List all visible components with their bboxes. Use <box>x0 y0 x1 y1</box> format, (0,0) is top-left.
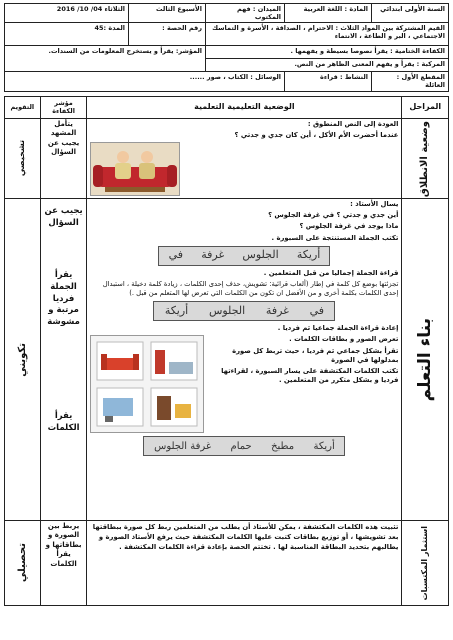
date-cell: الثلاثاء 04/ 10/ 2016 <box>5 4 129 23</box>
grandparents-sofa-image <box>90 142 180 196</box>
stage-build-label: بناء التعلم <box>414 317 435 402</box>
pictures-line-3: تكتب الكلمات المكتشفة على يسار السبورة ، لقراءتها فرديا و بشكل متكرر من المتعلمين . <box>221 366 399 385</box>
final-competency-cell: الكفاءة الختامية : يقرأ نصوصا بسيطة و يفهمها . <box>206 46 449 59</box>
lesson-plan-page <box>4 3 449 636</box>
launch-line-2: عندما أحضرت الأم الأكل ، أين كان جدي و جدتي ؟ <box>234 131 399 140</box>
sentence-strip-1 <box>158 246 330 266</box>
build-indicator-a: يجيب عن السؤال <box>44 206 83 228</box>
duration-cell: المدة :45 <box>5 23 129 46</box>
strip1-word: في <box>168 248 183 262</box>
stage-investment-row <box>5 521 449 606</box>
read-sentence-2: إعادة قراءة الجملة جماعيا ثم فرديا . <box>277 324 399 333</box>
investment-evaluation: تحصيلي <box>16 543 28 583</box>
means-cell: الوسائل : الكتاب ، صور ...... <box>5 72 285 91</box>
question-2: ماذا يوجد في غرفة الجلوس ؟ <box>299 222 399 231</box>
pictures-line-1: تعرض الصور و بطاقات الكلمات . <box>289 335 399 344</box>
stage-investment-label: استثمار المكتسبات <box>419 525 429 601</box>
evaluation-header: التقويم <box>5 96 41 119</box>
subject-cell: المادة : اللغة العربية <box>285 4 372 23</box>
strip1-word: غرفة <box>201 248 225 262</box>
session-cell: رقم الحصة : <box>129 23 206 46</box>
level-cell: السنة الأولى ابتدائي <box>372 4 449 23</box>
rooms-pictures-image <box>90 335 204 433</box>
launch-indicator: يتأمل المشهد يجيب عن السؤال <box>40 119 87 199</box>
build-evaluation: تكويني <box>16 342 28 377</box>
words-strip-3 <box>143 436 345 456</box>
stage-launch-row <box>5 119 449 199</box>
values-cell: القيم المشتركة بين المواد الثلاث : الاحترام ، الصداقة ، الأسرة و التماسك الاجتماعي ، البر و الطاعة ، الانتماء <box>206 23 449 46</box>
indicator-cell: المؤشر: يقرأ و يستخرج المعلومات من السندات. <box>5 46 206 72</box>
stages-header: المراحل <box>402 96 449 119</box>
strip2-word: الجلوس <box>208 303 246 317</box>
strip3-word: حمام <box>230 440 252 452</box>
week-cell: الأسبوع الثالث <box>129 4 206 23</box>
situation-header: الوضعية التعليمية التعلمية <box>87 96 402 119</box>
build-indicator-c: يقرأ الكلمات <box>47 411 80 434</box>
build-indicator-b: يقرأ الجملة فرديا مرتبة و مشوشة <box>47 269 80 328</box>
strip2-word: أريكة <box>164 303 189 317</box>
header-table <box>4 3 449 92</box>
indicator-header: مؤشر الكفاءة <box>40 96 87 119</box>
section-cell: المقطع الأول : العائلة <box>372 72 449 91</box>
strip1-word: الجلوس <box>242 248 279 262</box>
component-cell: المركبة : يقرأ و يفهم المعنى الظاهر من النص. <box>206 59 449 72</box>
investment-indicator: يربط بين الصورة و بطاقاتها و يقرأ الكلمات <box>40 521 87 606</box>
strip2-word: غرفة <box>265 303 289 317</box>
strip3-word: غرفة الجلوس <box>154 440 212 452</box>
question-intro: يسال الأستاذ : <box>350 200 399 209</box>
launch-line-1: العودة إلى النص المنطوق : <box>307 120 399 129</box>
field-cell: الميدان : فهم المكتوب <box>206 4 285 23</box>
strip3-word: مطبخ <box>271 440 295 452</box>
question-3: تكتب الجملة المستنتجة على السبورة . <box>271 233 399 242</box>
reading-games: تجزئتها بوضع كل كلمة في إطار (ألعاب قرائية: تشويش، حذف إحدى الكلمات ، زيادة كلمة دخيلة ، استبدال إحدى الكلمات بكلمة أخرى و من الأفضل ان تكون من الكلمات التي تعرض لها المتعلم من قبل .) <box>102 279 399 298</box>
pictures-line-2: تقرأ بشكل جماعي ثم فرديا ، حيث تربط كل صورة بمدلولها في الصورة <box>232 346 399 364</box>
strip1-word: أريكة <box>296 248 321 262</box>
strip2-word: في <box>309 303 325 317</box>
sentence-strip-2 <box>153 301 335 321</box>
lesson-table <box>4 96 449 607</box>
question-1: أين جدي و جدتي ؟ في غرفة الجلوس ؟ <box>268 211 399 220</box>
stage-build-row <box>5 199 449 521</box>
activity-cell: النشاط : قراءة <box>285 72 372 91</box>
read-sentence-1: قراءة الجملة إجماليا من قبل المتعلمين . <box>263 268 399 277</box>
investment-text: تثبيت هذه الكلمات المكتشفة ، يمكن للأستاذ أن يطلب من المتعلمين ربط كل صورة ببطاقتها بعد تشويشها ، أو توزيع بطاقات كتبت عليها الكلمات المكتشفة حيث يرفع الأستاذ الصورة و يطالبهم بتحديد البطاقة المناسبة لها . تختتم الحصة بإعادة قراءة الكلمات المكتشفة . <box>92 523 399 552</box>
launch-evaluation: تشخيصي <box>16 140 26 177</box>
strip3-word: أريكة <box>313 440 335 452</box>
stage-launch-label: وضعية الانطلاق <box>419 120 431 197</box>
